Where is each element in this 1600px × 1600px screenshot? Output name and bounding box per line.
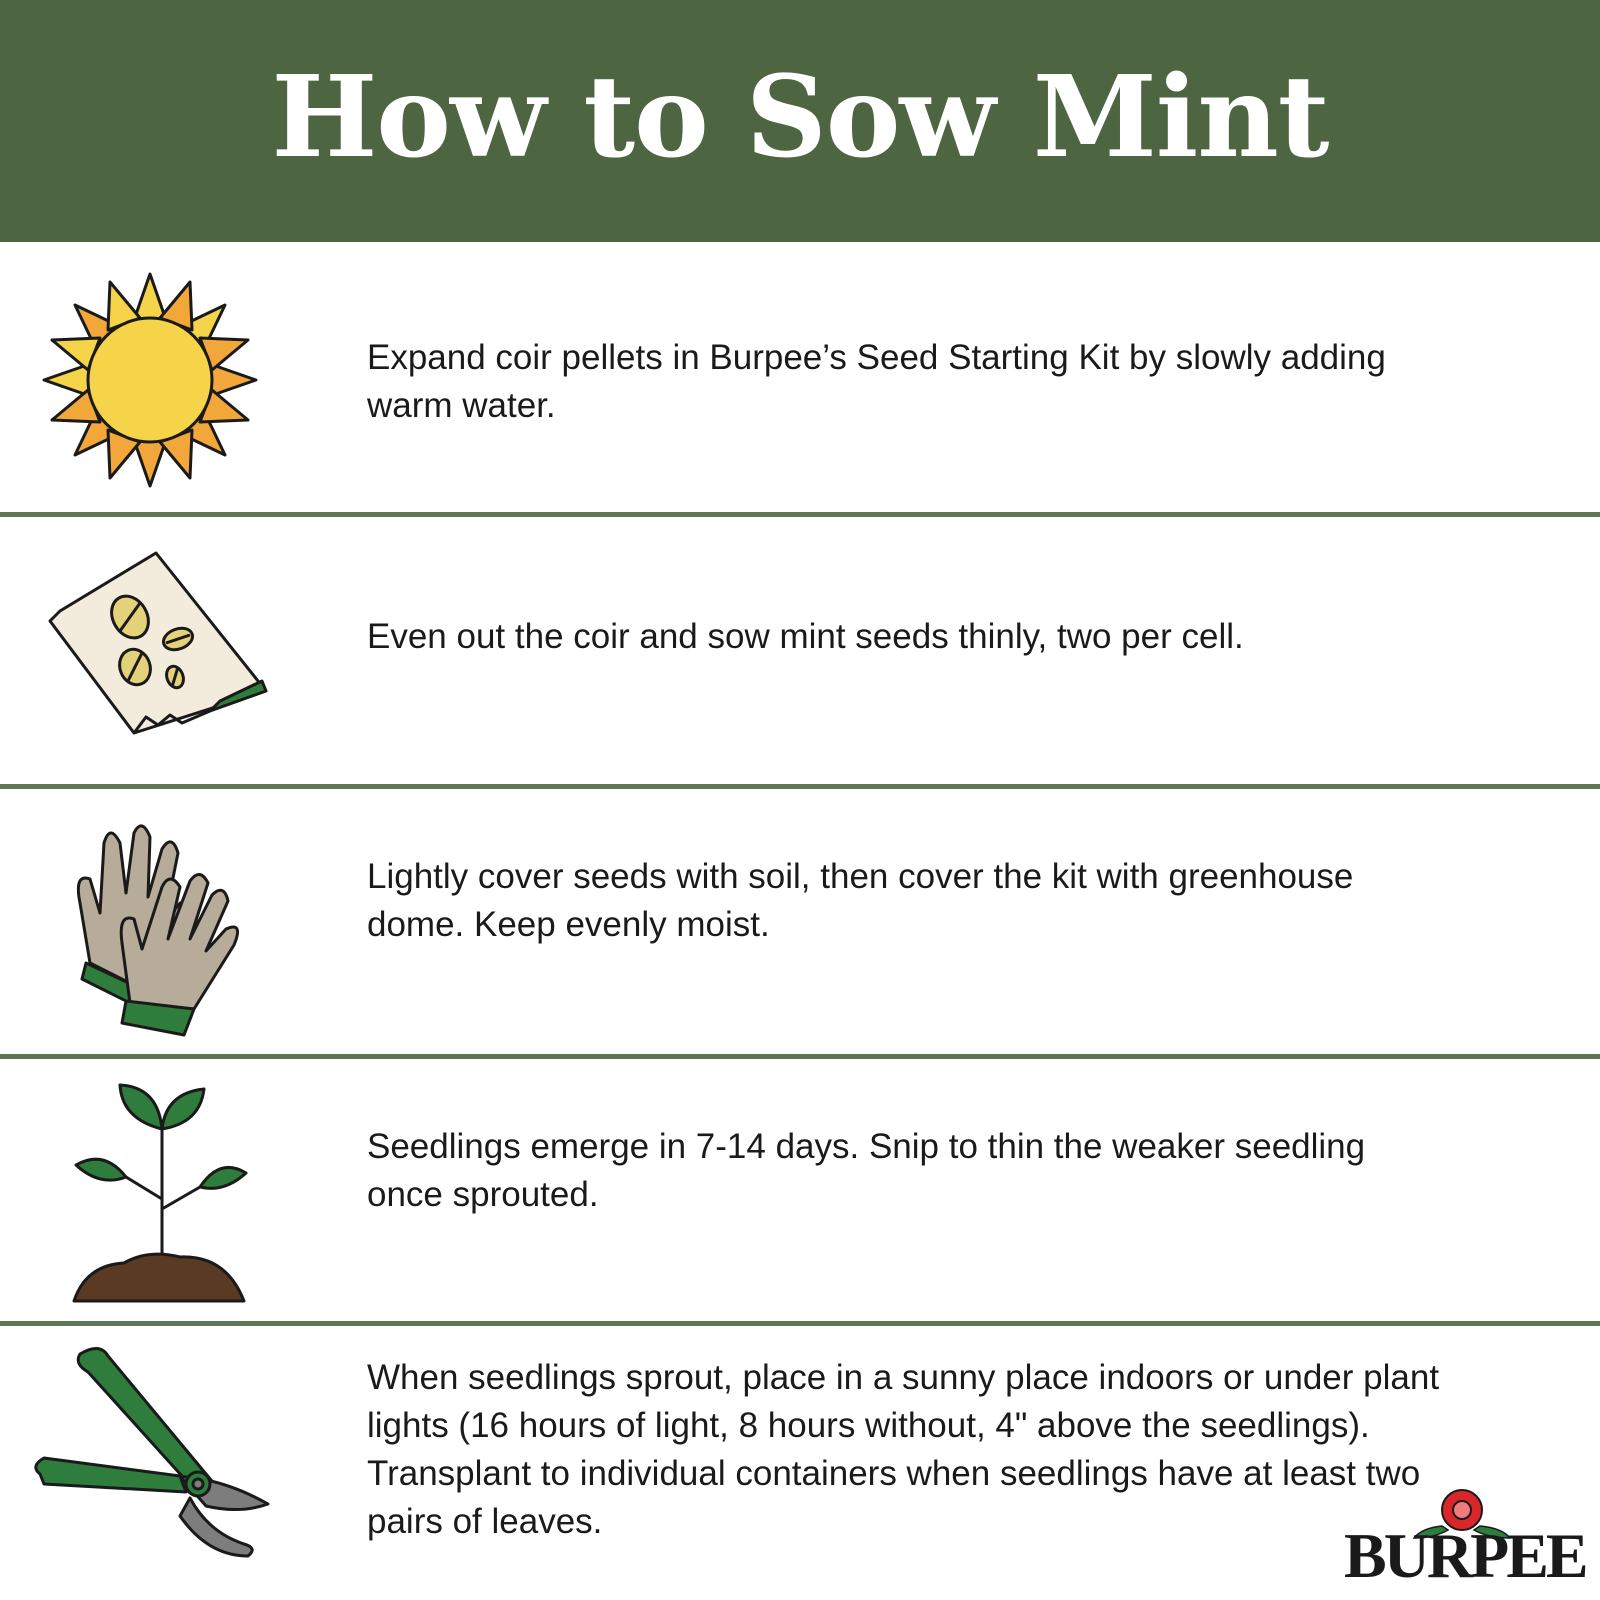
step-text-1: Expand coir pellets in Burpee’s Seed Starting Kit by slowly adding warm water. <box>367 338 1386 425</box>
step-text-5: When seedlings sprout, place in a sunny place indoors or under plant lights (16 hours of light, 8 hours without, 4" above the seedlings). Transplant to individual containers when seedlings have at least two pairs of leaves. <box>367 1358 1440 1541</box>
pruning-shears-icon <box>30 1336 270 1576</box>
step-text-4: Seedlings emerge in 7-14 days. Snip to thin the weaker seedling once sprouted. <box>367 1127 1366 1214</box>
page-title: How to Sow Mint <box>271 51 1329 183</box>
step-row-4 <box>0 1059 1600 1321</box>
header-banner <box>0 0 1600 242</box>
step-row-1 <box>0 242 1600 512</box>
seed-packet-icon <box>30 531 270 771</box>
sun-icon <box>30 260 270 500</box>
burpee-logo <box>1338 1484 1586 1591</box>
gardening-gloves-icon <box>30 803 270 1043</box>
step-text-3: Lightly cover seeds with soil, then cover the kit with greenhouse dome. Keep evenly moist. <box>367 857 1354 944</box>
seedling-icon <box>30 1069 270 1309</box>
burpee-logo-text: BURPEE <box>1344 1520 1586 1591</box>
step-row-3 <box>0 789 1600 1054</box>
step-row-2 <box>0 517 1600 784</box>
step-text-2: Even out the coir and sow mint seeds thinly, two per cell. <box>367 617 1244 656</box>
